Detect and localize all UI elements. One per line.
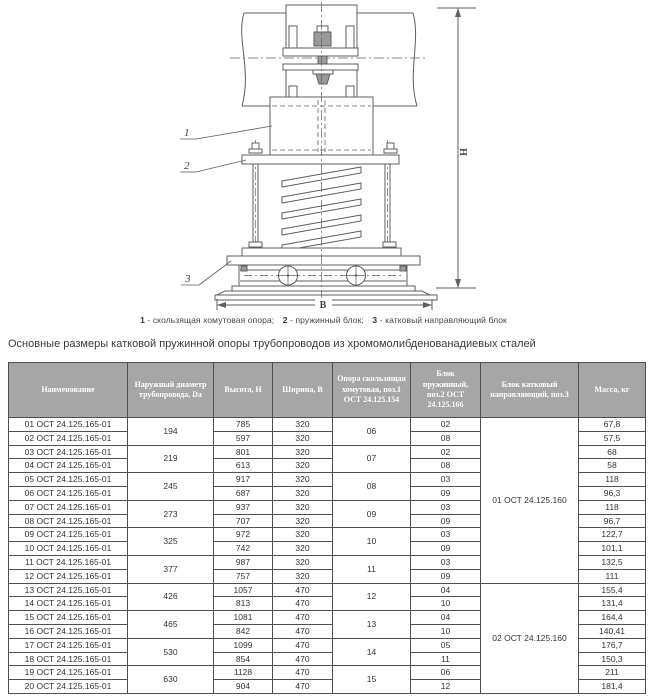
cell-spring-block: 09 <box>411 542 481 556</box>
cell-spring-block: 08 <box>411 459 481 473</box>
cell-name: 02 ОСТ 24.125.165-01 <box>9 431 128 445</box>
cell-width: 470 <box>273 624 333 638</box>
cell-spring-block: 09 <box>411 486 481 500</box>
cell-diameter: 245 <box>128 473 214 501</box>
column-header-1: Наружный диаметр трубопровода, Da <box>128 363 214 418</box>
cell-spring-block: 04 <box>411 611 481 625</box>
cell-mass: 96,7 <box>579 514 646 528</box>
cell-mass: 111 <box>579 569 646 583</box>
cell-spring-block: 09 <box>411 514 481 528</box>
cell-width: 320 <box>273 445 333 459</box>
cell-diameter: 194 <box>128 418 214 446</box>
cell-height: 1057 <box>214 583 273 597</box>
table-row <box>9 418 646 432</box>
cell-diameter: 377 <box>128 555 214 583</box>
cell-height: 972 <box>214 528 273 542</box>
column-header-7: Масса, кг <box>579 363 646 418</box>
clamp-assembly <box>283 5 358 97</box>
cell-height: 854 <box>214 652 273 666</box>
cell-height: 813 <box>214 597 273 611</box>
cell-height: 707 <box>214 514 273 528</box>
cell-name: 16 ОСТ 24.125.165-01 <box>9 624 128 638</box>
cell-clamp-support: 13 <box>333 611 411 639</box>
cell-mass: 96,3 <box>579 486 646 500</box>
cell-name: 08 ОСТ 24.125.165-01 <box>9 514 128 528</box>
cell-clamp-support: 14 <box>333 638 411 666</box>
cell-name: 03 ОСТ 24.125.165-01 <box>9 445 128 459</box>
cell-width: 470 <box>273 597 333 611</box>
cell-name: 15 ОСТ 24.125.165-01 <box>9 611 128 625</box>
cell-mass: 150,3 <box>579 652 646 666</box>
cell-width: 470 <box>273 666 333 680</box>
cell-spring-block: 09 <box>411 569 481 583</box>
cell-clamp-support: 15 <box>333 666 411 694</box>
cell-height: 757 <box>214 569 273 583</box>
column-header-3: Ширина, В <box>273 363 333 418</box>
leader-3-label: 3 <box>185 273 191 285</box>
cell-width: 320 <box>273 555 333 569</box>
cell-name: 12 ОСТ 24.125.165-01 <box>9 569 128 583</box>
cell-width: 470 <box>273 611 333 625</box>
cell-mass: 118 <box>579 500 646 514</box>
cell-spring-block: 10 <box>411 597 481 611</box>
table-row <box>9 583 646 597</box>
cell-height: 597 <box>214 431 273 445</box>
page-title: Основные размеры катковой пружинной опоры трубопроводов из хромомолибденованадиевых сталей <box>8 338 536 350</box>
cell-clamp-support: 07 <box>333 445 411 473</box>
caption-text-2: - пружинный блок; <box>290 315 364 325</box>
cell-diameter: 530 <box>128 638 214 666</box>
cell-spring-block: 12 <box>411 680 481 694</box>
cell-mass: 131,4 <box>579 597 646 611</box>
cell-height: 904 <box>214 680 273 694</box>
cell-width: 320 <box>273 486 333 500</box>
cell-mass: 132,5 <box>579 555 646 569</box>
column-header-5: Блок пружинный, поз.2 ОСТ 24.125.166 <box>411 363 481 418</box>
cell-height: 1099 <box>214 638 273 652</box>
cell-spring-block: 08 <box>411 431 481 445</box>
cell-height: 1128 <box>214 666 273 680</box>
cell-diameter: 426 <box>128 583 214 611</box>
cell-width: 470 <box>273 652 333 666</box>
cell-width: 320 <box>273 569 333 583</box>
cell-mass: 164,4 <box>579 611 646 625</box>
figure-caption <box>0 315 653 325</box>
cell-diameter: 219 <box>128 445 214 473</box>
cell-spring-block: 02 <box>411 418 481 432</box>
cell-mass: 57,5 <box>579 431 646 445</box>
cell-name: 09 ОСТ 24.125.165-01 <box>9 528 128 542</box>
cell-spring-block: 06 <box>411 666 481 680</box>
cell-name: 19 ОСТ 24.125.165-01 <box>9 666 128 680</box>
cell-spring-block: 10 <box>411 624 481 638</box>
cell-diameter: 273 <box>128 500 214 528</box>
cell-mass: 140,41 <box>579 624 646 638</box>
cell-height: 937 <box>214 500 273 514</box>
cell-name: 07 ОСТ 24.125.165-01 <box>9 500 128 514</box>
cell-height: 1081 <box>214 611 273 625</box>
column-header-0: Наименование <box>9 363 128 418</box>
cell-clamp-support: 12 <box>333 583 411 611</box>
roller-block <box>215 256 437 300</box>
cell-mass: 58 <box>579 459 646 473</box>
caption-text-3: - катковый направляющий блок <box>379 315 507 325</box>
cell-width: 320 <box>273 431 333 445</box>
cell-height: 613 <box>214 459 273 473</box>
cell-height: 842 <box>214 624 273 638</box>
leader-2-label: 2 <box>184 160 190 172</box>
cell-name: 18 ОСТ 24.125.165-01 <box>9 652 128 666</box>
cell-spring-block: 03 <box>411 528 481 542</box>
column-header-4: Опора скользящая хомутовая, поз.1 ОСТ 24.125.154 <box>333 363 411 418</box>
cell-mass: 181,4 <box>579 680 646 694</box>
cell-roller-block: 02 ОСТ 24.125.160 <box>481 583 579 693</box>
cell-mass: 122,7 <box>579 528 646 542</box>
cell-name: 05 ОСТ 24.125.165-01 <box>9 473 128 487</box>
cell-name: 11 ОСТ 24.125.165-01 <box>9 555 128 569</box>
cell-clamp-support: 10 <box>333 528 411 556</box>
caption-num-2: 2 <box>282 315 288 325</box>
cell-width: 470 <box>273 638 333 652</box>
cell-clamp-support: 09 <box>333 500 411 528</box>
dimension-h-label: Н <box>459 148 470 156</box>
cell-mass: 155,4 <box>579 583 646 597</box>
cell-width: 320 <box>273 473 333 487</box>
cell-height: 742 <box>214 542 273 556</box>
technical-drawing <box>0 0 653 314</box>
cell-spring-block: 03 <box>411 473 481 487</box>
cell-name: 10 ОСТ 24.125.165-01 <box>9 542 128 556</box>
cell-width: 320 <box>273 514 333 528</box>
cell-diameter: 465 <box>128 611 214 639</box>
cell-mass: 176,7 <box>579 638 646 652</box>
dimension-b-label: В <box>319 300 327 311</box>
cell-name: 17 ОСТ 24.125.165-01 <box>9 638 128 652</box>
cell-diameter: 630 <box>128 666 214 694</box>
cell-clamp-support: 06 <box>333 418 411 446</box>
cell-height: 801 <box>214 445 273 459</box>
cell-height: 987 <box>214 555 273 569</box>
cell-roller-block: 01 ОСТ 24.125.160 <box>481 418 579 584</box>
caption-num-1: 1 <box>140 315 145 325</box>
cell-name: 13 ОСТ 24.125.165-01 <box>9 583 128 597</box>
cell-mass: 68 <box>579 445 646 459</box>
cell-width: 470 <box>273 583 333 597</box>
cell-height: 687 <box>214 486 273 500</box>
cell-name: 01 ОСТ 24.125.165-01 <box>9 418 128 432</box>
column-header-6: Блок катковый направляющий, поз.3 <box>481 363 579 418</box>
column-header-2: Высота, Н <box>214 363 273 418</box>
cell-spring-block: 02 <box>411 445 481 459</box>
cell-width: 320 <box>273 459 333 473</box>
cell-spring-block: 03 <box>411 500 481 514</box>
cell-width: 320 <box>273 528 333 542</box>
cell-clamp-support: 11 <box>333 555 411 583</box>
cell-name: 14 ОСТ 24.125.165-01 <box>9 597 128 611</box>
cell-mass: 118 <box>579 473 646 487</box>
cell-width: 470 <box>273 680 333 694</box>
spec-table <box>8 362 646 694</box>
cell-width: 320 <box>273 500 333 514</box>
leader-1-label: 1 <box>184 127 190 139</box>
cell-mass: 101,1 <box>579 542 646 556</box>
cell-clamp-support: 08 <box>333 473 411 501</box>
cell-spring-block: 05 <box>411 638 481 652</box>
cell-spring-block: 03 <box>411 555 481 569</box>
cell-mass: 67,8 <box>579 418 646 432</box>
cell-diameter: 325 <box>128 528 214 556</box>
table-header <box>9 363 646 418</box>
cell-name: 04 ОСТ 24.125.165-01 <box>9 459 128 473</box>
cell-mass: 211 <box>579 666 646 680</box>
cell-width: 320 <box>273 542 333 556</box>
cell-spring-block: 11 <box>411 652 481 666</box>
dimension-h <box>436 8 476 288</box>
caption-num-3: 3 <box>372 315 378 325</box>
cell-spring-block: 04 <box>411 583 481 597</box>
cell-name: 20 ОСТ 24.125.165-01 <box>9 680 128 694</box>
cell-height: 917 <box>214 473 273 487</box>
caption-text-1: - скользящая хомутовая опора; <box>147 315 275 325</box>
cell-width: 320 <box>273 418 333 432</box>
cell-height: 785 <box>214 418 273 432</box>
cell-name: 06 ОСТ 24.125.165-01 <box>9 486 128 500</box>
